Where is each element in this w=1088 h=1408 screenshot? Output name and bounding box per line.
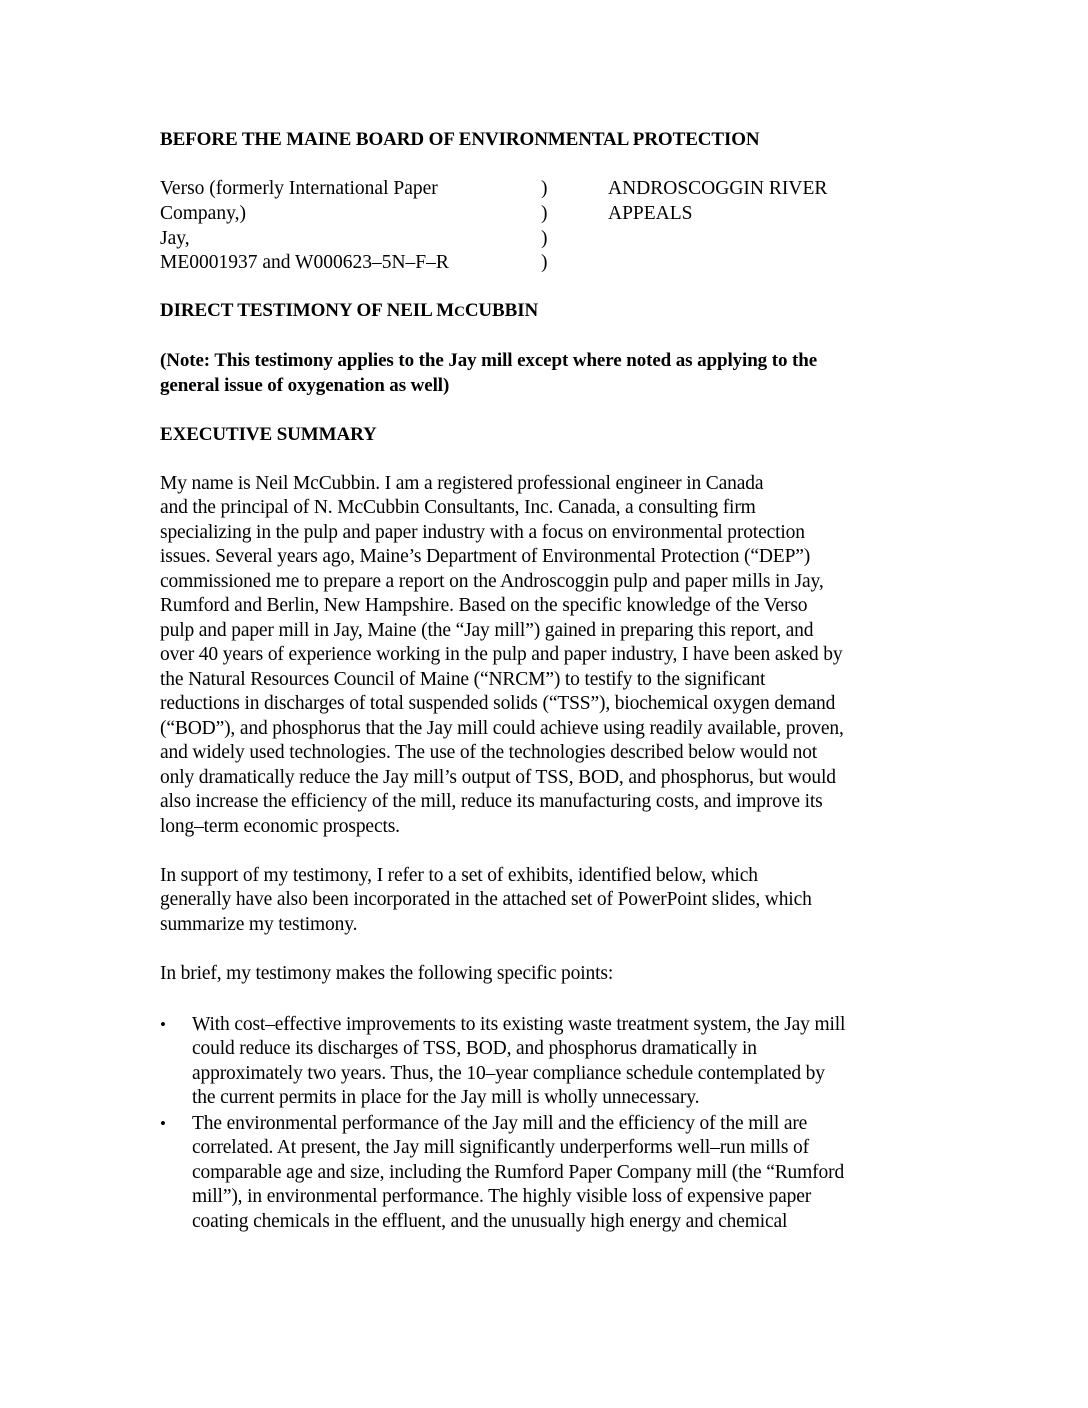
- paragraph-line: pulp and paper mill in Jay, Maine (the “Jay mill”) gained in preparing this report, and: [160, 620, 814, 641]
- caption-party-line: Company,): [160, 203, 246, 224]
- board-heading: BEFORE THE MAINE BOARD OF ENVIRONMENTAL PROTECTION: [160, 129, 760, 150]
- list-item-line: With cost–effective improvements to its existing waste treatment system, the Jay mill: [192, 1014, 846, 1035]
- paragraph-line: long–term economic prospects.: [160, 816, 400, 837]
- paragraph-line: and widely used technologies. The use of the technologies described below would not: [160, 742, 818, 763]
- list-item-line: approximately two years. Thus, the 10–year compliance schedule contemplated by: [192, 1063, 825, 1084]
- paragraph-line: (“BOD”), and phosphorus that the Jay mill could achieve using readily available, proven,: [160, 718, 844, 739]
- caption-bracket: ): [541, 252, 548, 273]
- paragraph-line: In support of my testimony, I refer to a set of exhibits, identified below, which: [160, 865, 758, 886]
- caption-party-line: Jay,: [160, 228, 190, 249]
- caption-party-line: Verso (formerly International Paper: [160, 178, 438, 199]
- section-heading-executive-summary: EXECUTIVE SUMMARY: [160, 424, 377, 445]
- caption-permit-numbers: ME0001937 and W000623–5N–F–R: [160, 252, 449, 273]
- list-item-line: comparable age and size, including the Rumford Paper Company mill (the “Rumford: [192, 1162, 845, 1183]
- bullet-icon: •: [160, 1015, 166, 1034]
- list-item-line: The environmental performance of the Jay mill and the efficiency of the mill are: [192, 1113, 808, 1134]
- list-item-line: the current permits in place for the Jay mill is wholly unnecessary.: [192, 1087, 700, 1108]
- paragraph-line: reductions in discharges of total suspended solids (“TSS”), biochemical oxygen demand: [160, 693, 836, 714]
- paragraph-line: over 40 years of experience working in the pulp and paper industry, I have been asked by: [160, 644, 843, 665]
- paragraph-line: and the principal of N. McCubbin Consultants, Inc. Canada, a consulting firm: [160, 497, 756, 518]
- testimony-title-prefix: DIRECT TESTIMONY OF NEIL M: [160, 300, 455, 321]
- paragraph-line: also increase the efficiency of the mill, reduce its manufacturing costs, and improve its: [160, 791, 823, 812]
- paragraph-line: the Natural Resources Council of Maine (“NRCM”) to testify to the significant: [160, 669, 766, 690]
- note-line: (Note: This testimony applies to the Jay mill except where noted as applying to the: [160, 350, 818, 371]
- bullet-icon: •: [160, 1114, 166, 1133]
- paragraph-line: In brief, my testimony makes the following specific points:: [160, 963, 614, 984]
- list-item-line: correlated. At present, the Jay mill significantly underperforms well–run mills of: [192, 1137, 809, 1158]
- paragraph-line: My name is Neil McCubbin. I am a registered professional engineer in Canada: [160, 473, 764, 494]
- testimony-title-smallcap: C: [454, 304, 465, 320]
- list-item-line: mill”), in environmental performance. The highly visible loss of expensive paper: [192, 1186, 812, 1207]
- caption-bracket: ): [541, 228, 548, 249]
- caption-matter-line: APPEALS: [608, 203, 693, 224]
- paragraph-line: Rumford and Berlin, New Hampshire. Based on the specific knowledge of the Verso: [160, 595, 808, 616]
- list-item-line: could reduce its discharges of TSS, BOD, and phosphorus dramatically in: [192, 1038, 757, 1059]
- testimony-title-suffix: CUBBIN: [464, 300, 539, 321]
- paragraph-line: commissioned me to prepare a report on the Androscoggin pulp and paper mills in Jay,: [160, 571, 824, 592]
- testimony-title: [160, 300, 538, 322]
- paragraph-line: only dramatically reduce the Jay mill’s output of TSS, BOD, and phosphorus, but would: [160, 767, 836, 788]
- caption-matter-line: ANDROSCOGGIN RIVER: [608, 178, 828, 199]
- caption-bracket: ): [541, 203, 548, 224]
- list-item-line: coating chemicals in the effluent, and the unusually high energy and chemical: [192, 1211, 788, 1232]
- paragraph-line: summarize my testimony.: [160, 914, 358, 935]
- paragraph-line: specializing in the pulp and paper industry with a focus on environmental protection: [160, 522, 805, 543]
- paragraph-line: generally have also been incorporated in the attached set of PowerPoint slides, which: [160, 889, 812, 910]
- note-line: general issue of oxygenation as well): [160, 375, 450, 396]
- paragraph-line: issues. Several years ago, Maine’s Department of Environmental Protection (“DEP”): [160, 546, 811, 567]
- caption-bracket: ): [541, 178, 548, 199]
